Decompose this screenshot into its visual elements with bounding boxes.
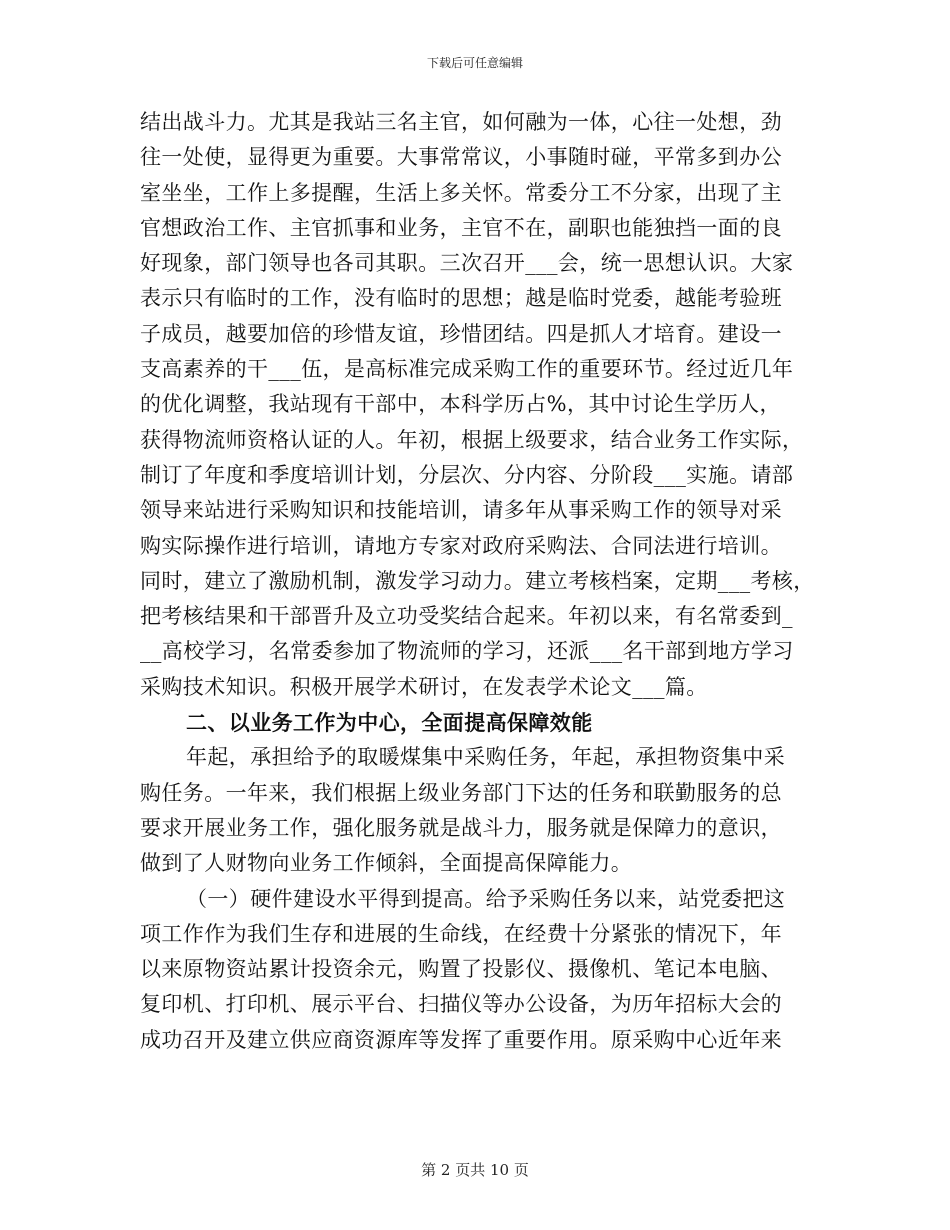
section-heading: 二、以业务工作为中心，全面提高保障效能 bbox=[186, 710, 593, 736]
paragraph-first-line: 年起，承担给予的取暖煤集中采购任务，年起，承担物资集中采 bbox=[186, 745, 786, 770]
body-line: 购任务。一年来，我们根据上级业务部门下达的任务和联勤服务的总 bbox=[140, 780, 782, 805]
paragraph-first-line: （一）硬件建设水平得到提高。给予采购任务以来，站党委把这 bbox=[186, 886, 786, 911]
page-header: 下载后可任意编辑 bbox=[426, 56, 523, 70]
body-line: 以来原物资站累计投资余元，购置了投影仪、摄像机、笔记本电脑、 bbox=[140, 957, 782, 982]
document-body bbox=[140, 105, 820, 1058]
body-line: __高校学习，名常委参加了物流师的学习，还派___名干部到地方学习 bbox=[140, 639, 794, 664]
page-footer: 第 2 页共 10 页 bbox=[421, 1161, 529, 1179]
body-line: 领导来站进行采购知识和技能培训，请多年从事采购工作的领导对采 bbox=[140, 498, 782, 523]
body-line: 官想政治工作、主官抓事和业务，主官不在，副职也能独挡一面的良 bbox=[140, 215, 782, 240]
body-line: 把考核结果和干部晋升及立功受奖结合起来。年初以来，有名常委到_ bbox=[140, 604, 793, 629]
body-line: 同时，建立了激励机制，激发学习动力。建立考核档案，定期___考核， bbox=[140, 568, 815, 593]
body-line: 要求开展业务工作，强化服务就是战斗力，服务就是保障力的意识， bbox=[140, 815, 782, 840]
body-line: 往一处使，显得更为重要。大事常常议，小事随时碰，平常多到办公 bbox=[140, 145, 782, 170]
body-line: 支高素养的干___伍，是高标准完成采购工作的重要环节。经过近几年 bbox=[140, 357, 794, 382]
body-line: 获得物流师资格认证的人。年初，根据上级要求，结合业务工作实际， bbox=[140, 427, 804, 452]
body-line: 结出战斗力。尤其是我站三名主官，如何融为一体，心往一处想，劲 bbox=[140, 110, 782, 134]
body-line: 好现象，部门领导也各司其职。三次召开___会，统一思想认识。大家 bbox=[140, 251, 794, 276]
body-line: 成功召开及建立供应商资源库等发挥了重要作用。原采购中心近年来 bbox=[140, 1027, 782, 1052]
body-line: 项工作作为我们生存和进展的生命线，在经费十分紧张的情况下，年 bbox=[140, 921, 782, 946]
body-line: 采购技术知识。积极开展学术研讨，在发表学术论文___篇。 bbox=[140, 674, 708, 699]
body-line: 购实际操作进行培训，请地方专家对政府采购法、合同法进行培训。 bbox=[140, 533, 782, 558]
body-line: 的优化调整，我站现有干部中，本科学历占%，其中讨论生学历人， bbox=[140, 392, 781, 417]
body-line: 室坐坐，工作上多提醒，生活上多关怀。常委分工不分家，出现了主 bbox=[140, 180, 782, 205]
body-line: 表示只有临时的工作，没有临时的思想；越是临时党委，越能考验班 bbox=[140, 286, 782, 311]
body-line: 子成员，越要加倍的珍惜友谊，珍惜团结。四是抓人才培育。建设一 bbox=[140, 321, 782, 346]
body-line: 做到了人财物向业务工作倾斜，全面提高保障能力。 bbox=[140, 851, 633, 876]
body-line: 制订了年度和季度培训计划，分层次、分内容、分阶段___实施。请部 bbox=[140, 462, 794, 487]
body-line: 复印机、打印机、展示平台、扫描仪等办公设备，为历年招标大会的 bbox=[140, 992, 782, 1017]
